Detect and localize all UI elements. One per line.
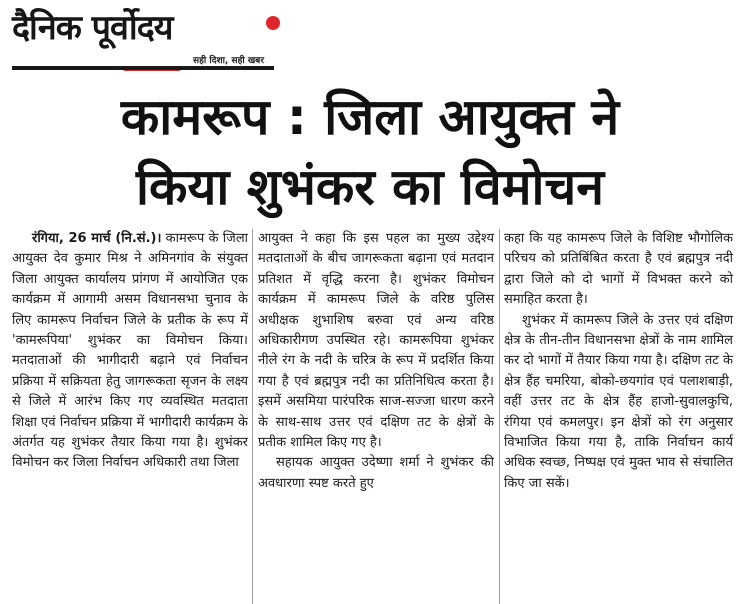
article-body-text: कामरूप के जिला आयुक्त देव कुमार मिश्र ने अमिनगांव के संयुक्त जिला आयुक्त कार्यालय प्रांगण में आयोजित एक कार्यक्रम में आगामी असम विधानसभा चुनाव के लिए कामरूप निर्वाचन जिले के प्रतीक के रूप में 'कामरूपिया' शुभंकर का विमोचन किया। मतदाताओं की भागीदारी बढ़ाने एवं निर्वाचन प्रक्रिया में सक्रियता हेतु जागरूकता सृजन के लक्ष्य से जिले में आरंभ किए गए व्यवस्थित मतदाता शिक्षा एवं निर्वाचन प्रक्रिया में भागीदारी कार्यक्रम के अंतर्गत यह शुभंकर तैयार किया गया है। शुभंकर विमोचन कर जिला निर्वाचन अधिकारी तथा जिला <box>12 231 248 471</box>
column-divider <box>499 229 500 604</box>
masthead-rule-accent <box>124 70 180 71</box>
article-paragraph: शुभंकर में कामरूप जिले के उत्तर एवं दक्षिण क्षेत्र के तीन-तीन विधानसभा क्षेत्रों के नाम शामिल कर दो भागों में तैयार किया गया है। दक्षिण तट के क्षेत्र हैंह चमरिया, बोको-छयगांव एवं पलाशबाड़ी, वहीं उत्तर तट के क्षेत्र हैंह हाजो-सुवालकुचि, रंगिया एवं कमलपुर। इन क्षेत्रों को रंग अनुसार विभाजित किया गया है, ताकि निर्वाचन कार्य अधिक स्वच्छ, निष्पक्ष एवं मुक्त भाव से संचालित किए जा सकें। <box>504 312 733 491</box>
article-paragraph: आयुक्त ने कहा कि इस पहल का मुख्य उद्देश्य मतदाताओं के बीच जागरूकता बढ़ाना एवं मतदान प्रतिशत में वृद्धि करना है। शुभंकर विमोचन कार्यक्रम में कामरूप जिले के वरिष्ठ पुलिस अधीक्षक शुभाशिष बरुवा एवं अन्य वरिष्ठ अधिकारीगण उपस्थित रहे। कामरूपिया शुभंकर नीले रंग के नदी के चरित्र के रूप में प्रदर्शित किया गया है एवं ब्रह्मपुत्र नदी का प्रतिनिधित्व करता है। इसमें असमिया पारंपरिक साज-सज्जा धारण करने के साथ-साथ उत्तर एवं दक्षिण तट के क्षेत्रों के प्रतीक शामिल किए गए है। <box>258 231 494 451</box>
headline-line-2: किया शुभंकर का विमोचन <box>136 158 604 216</box>
article-paragraph: कहा कि यह कामरूप जिले के विशिष्ट भौगोलिक परिचय को प्रतिबिंबित करता है एवं ब्रह्मपुत्र नदी द्वारा जिले को दो भागों में विभक्त करने को समाहित करता है। <box>504 231 733 308</box>
article-column-2 <box>258 229 494 494</box>
newspaper-logo: दैनिक पूर्वोदय <box>12 8 173 48</box>
article-paragraph <box>12 229 248 474</box>
article-column-3 <box>504 229 733 494</box>
article-paragraph: सहायक आयुक्त उदेष्णा शर्मा ने शुभंकर की अवधारणा स्पष्ट करते हुए <box>258 455 494 491</box>
headline-line-1: कामरूप : जिला आयुक्त ने <box>120 88 620 146</box>
article-column-1 <box>12 229 248 474</box>
masthead <box>12 4 280 70</box>
column-divider <box>252 229 253 604</box>
logo-red-dot <box>266 16 280 30</box>
dateline: रंगिया, 26 मार्च (नि.सं.)। <box>32 231 162 246</box>
newspaper-tagline: सही दिशा, सही खबर <box>193 56 264 66</box>
article-headline <box>40 82 700 222</box>
